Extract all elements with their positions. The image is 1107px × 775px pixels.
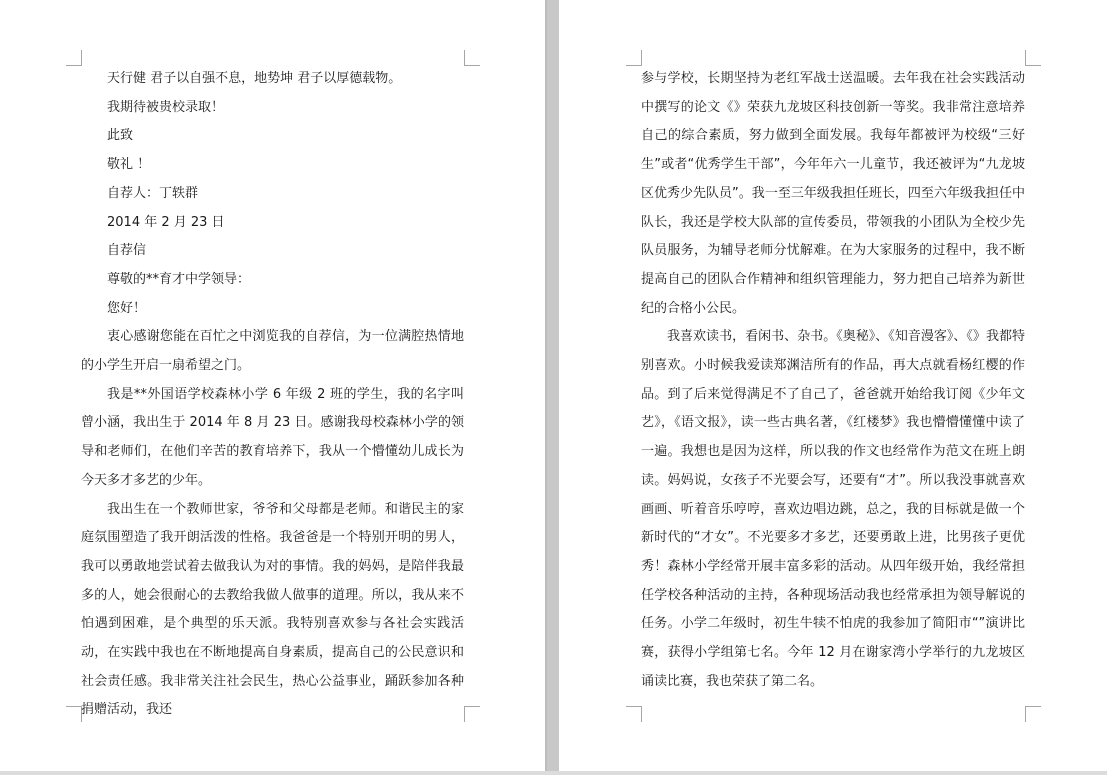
margin-corner-bottom-left <box>626 706 642 722</box>
paragraph: 衷心感谢您能在百忙之中浏览我的自荐信，为一位满腔热情地的小学生开启一扇希望之门。 <box>81 329 464 374</box>
signature-line: 自荐人：丁轶群 <box>107 185 199 201</box>
greeting: 您好！ <box>107 300 147 316</box>
paragraph: 我出生在一个教师世家，爷爷和父母都是老师。和谐民主的家庭氛围塑造了我开朗活泼的性格。我爸爸是一个特别开明的男人，我可以勇敢地尝试着去做我认为对的事情。我的妈妈，是陪伴我最多的人，她会很耐心的去教给我做人做事的道理。所以，我从来不怕遇到困难，是个典型的乐天派。我特别喜欢参与各社会实践活动，在实践中我也在不断地提高自身素质，提高自己的公民意识和社会责任感。我非常关注社会民生，热心公益事业，踊跃参加各种捐赠活动，我还 <box>81 501 464 718</box>
page-body-text[interactable] <box>81 65 464 725</box>
page-body-text[interactable] <box>641 65 1025 696</box>
paragraph: 参与学校，长期坚持为老红军战士送温暖。去年我在社会实践活动中撰写的论文《》荣获九龙坡区科技创新一等奖。我非常注意培养自己的综合素质，努力做到全面发展。我每年都被评为校级“三好生”或者“优秀学生干部”，今年年六一儿童节，我还被评为“九龙坡区优秀少先队员”。我一至三年级我担任班长，四至六年级我担任中队长，我还是学校大队部的宣传委员，带领我的小团队为全校少先队员服务，为辅导老师分忧解难。在为大家服务的过程中，我不断提高自己的团队合作精神和组织管理能力，努力把自己培养为新世纪的合格小公民。 <box>641 71 1025 316</box>
paragraph: 我是**外国语学校森林小学 6 年级 2 班的学生，我的名字叫曾小涵，我出生于 2014 年 8 月 23 日。感谢我母校森林小学的领导和老师们，在他们辛苦的教育培养下，我从一个懵懂幼儿成长为今天多才多艺的少年。 <box>81 386 464 488</box>
margin-corner-bottom-left <box>66 706 82 722</box>
margin-corner-bottom-right <box>464 706 480 722</box>
document-page-right <box>559 0 1107 775</box>
margin-corner-bottom-right <box>1025 706 1041 722</box>
workspace-bottom-edge <box>0 771 1107 775</box>
document-page-left <box>0 0 545 775</box>
paragraph: 我喜欢读书，看闲书、杂书。《奥秘》、《知音漫客》、《》我都特别喜欢。小时候我爱读郑渊洁所有的作品，再大点就看杨红樱的作品。到了后来觉得满足不了自己了，爸爸就开始给我订阅《少年文艺》，《语文报》，读一些古典名著，《红楼梦》我也懵懵懂懂中读了一遍。我想也是因为这样，所以我的作文也经常作为范文在班上朗读。妈妈说，女孩子不光要会写，还要有“才”。所以我没事就喜欢画画、听着音乐哼哼，喜欢边唱边跳，总之，我的目标就是做一个新时代的“才女”。不光要多才多艺，还要勇敢上进，比男孩子更优秀！森林小学经常开展丰富多彩的活动。从四年级开始，我经常担任学校各种活动的主持，各种现场活动我也经常承担为领导解说的任务。小学二年级时，初生牛犊不怕虎的我参加了简阳市“”演讲比赛，获得小学组第七名。今年 12 月在谢家湾小学举行的九龙坡区诵读比赛，我也荣获了第二名。 <box>641 329 1025 689</box>
margin-corner-top-left <box>66 50 82 66</box>
date-line: 2014 年 2 月 23 日 <box>107 214 225 230</box>
page-gap <box>545 0 559 775</box>
text-line: 敬礼 ！ <box>107 157 151 173</box>
letter-heading: 自荐信 <box>107 243 147 259</box>
margin-corner-top-right <box>1025 50 1041 66</box>
margin-corner-top-right <box>464 50 480 66</box>
margin-corner-top-left <box>626 50 642 66</box>
text-line: 我期待被贵校录取！ <box>107 99 225 115</box>
text-line: 此致 <box>107 128 134 144</box>
salutation: 尊敬的**育才中学领导： <box>107 271 251 287</box>
text-line: 天行健 君子以自强不息，地势坤 君子以厚德载物。 <box>107 71 402 86</box>
